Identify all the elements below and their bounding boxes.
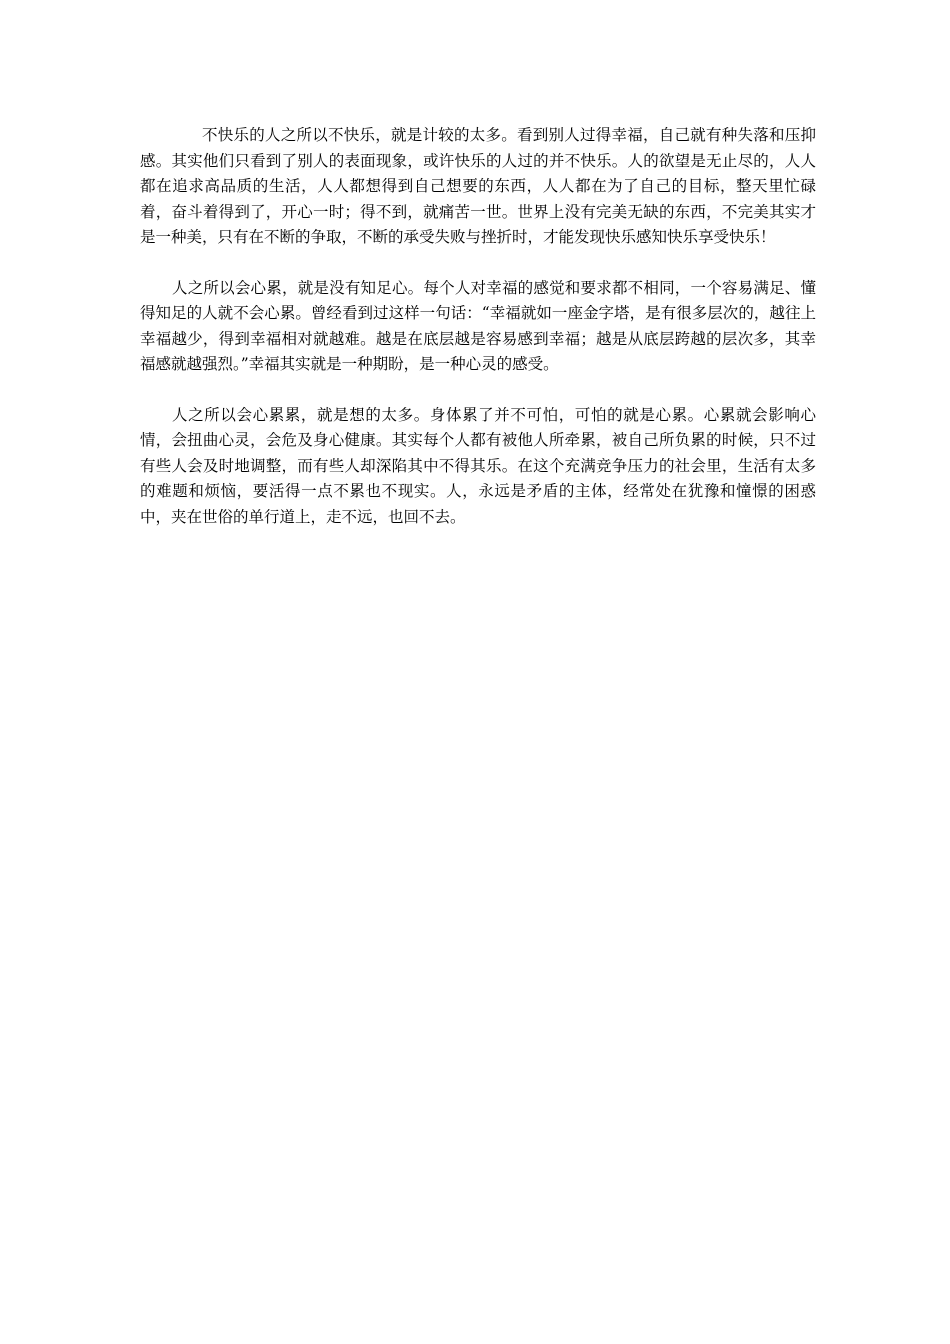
paragraph-3: 人之所以会心累累，就是想的太多。身体累了并不可怕，可怕的就是心累。心累就会影响心情，会扭曲心灵，会危及身心健康。其实每个人都有被他人所牵累，被自己所负累的时候，只不过有些人会及时地调整，而有些人却深陷其中不得其乐。在这个充满竞争压力的社会里，生活有太多的难题和烦恼，要活得一点不累也不现实。人，永远是矛盾的主体，经常处在犹豫和憧憬的困惑中，夹在世俗的单行道上，走不远，也回不去。: [140, 405, 816, 526]
paragraph-1: 不快乐的人之所以不快乐，就是计较的太多。看到别人过得幸福，自己就有种失落和压抑感。其实他们只看到了别人的表面现象，或许快乐的人过的并不快乐。人的欲望是无止尽的，人人都在追求高品质的生活，人人都想得到自己想要的东西，人人都在为了自己的目标，整天里忙碌着，奋斗着得到了，开心一时；得不到，就痛苦一世。世界上没有完美无缺的东西，不完美其实才是一种美，只有在不断的争取，不断的承受失败与挫折时，才能发现快乐感知快乐享受快乐！: [140, 126, 816, 246]
document-body: [140, 123, 816, 530]
paragraph-2: 人之所以会心累，就是没有知足心。每个人对幸福的感觉和要求都不相同，一个容易满足、懂得知足的人就不会心累。曾经看到过这样一句话：“幸福就如一座金字塔，是有很多层次的，越往上幸福越少，得到幸福相对就越难。越是在底层越是容易感到幸福；越是从底层跨越的层次多，其幸福感就越强烈。”幸福其实就是一种期盼，是一种心灵的感受。: [140, 278, 816, 373]
